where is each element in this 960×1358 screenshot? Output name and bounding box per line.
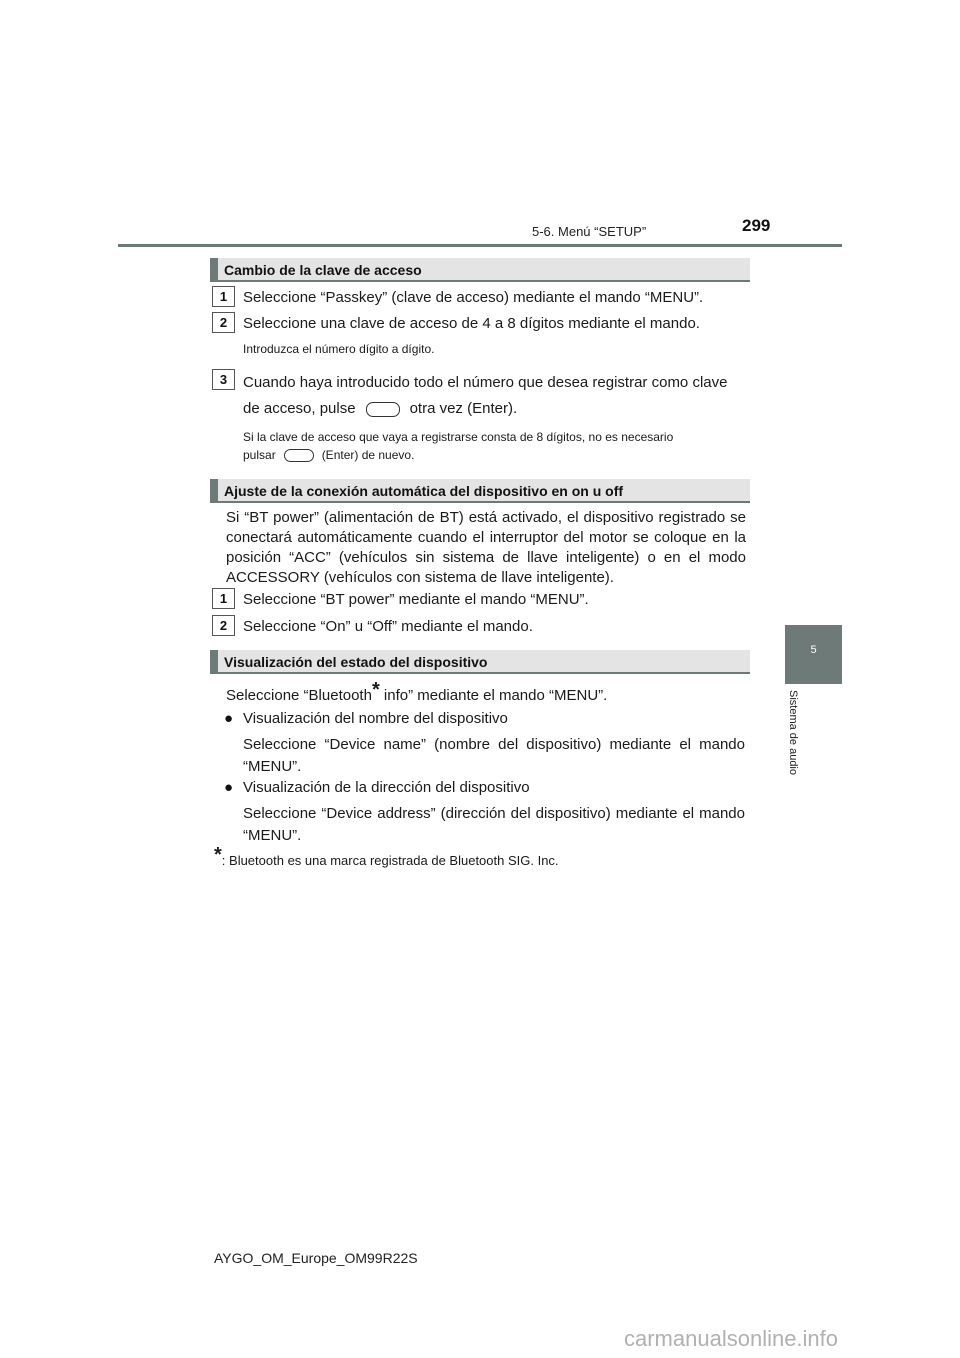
enter-button-icon [284, 449, 314, 462]
step-number: 2 [212, 615, 235, 636]
step-number: 1 [212, 588, 235, 609]
document-code: AYGO_OM_Europe_OM99R22S [214, 1250, 418, 1266]
section-heading-text: Ajuste de la conexión automática del dispositivo en on u off [224, 483, 624, 499]
section-heading-auto-connect [210, 479, 750, 503]
bullet-title: Visualización de la dirección del dispositivo [243, 779, 530, 796]
footnote-marker: * [371, 679, 380, 701]
bullet-icon: ● [224, 710, 234, 727]
bullet-icon: ● [224, 779, 234, 796]
enter-button-icon [366, 402, 400, 417]
step-note: Introduzca el número dígito a dígito. [243, 342, 435, 356]
step-text: Cuando haya introducido todo el número que desea registrar como clave [243, 374, 728, 391]
page-number: 299 [742, 216, 771, 235]
step-note-part: (Enter) de nuevo. [321, 448, 415, 462]
footnote-text: : Bluetooth es una marca registrada de Bluetooth SIG. Inc. [221, 853, 559, 868]
step-text: Seleccione “On” u “Off” mediante el mando. [243, 618, 533, 635]
intro-part: Seleccione “Bluetooth [226, 687, 372, 704]
footnote-marker: * [214, 844, 222, 866]
step-number: 2 [212, 312, 235, 333]
bullet-text: Seleccione “Device name” (nombre del dispositivo) mediante el mando “MENU”. [243, 736, 745, 775]
bullet-text: Seleccione “Device address” (dirección del dispositivo) mediante el mando “MENU”. [243, 805, 745, 844]
chapter-title: Sistema de audio [787, 690, 799, 775]
step-note-line [243, 446, 745, 464]
step-number: 1 [212, 286, 235, 307]
step-text-part: otra vez (Enter). [409, 400, 518, 417]
watermark: carmanualsonline.info [624, 1326, 839, 1351]
section-intro [226, 679, 746, 706]
section-title: 5-6. Menú “SETUP” [532, 224, 647, 239]
section-heading-text: Cambio de la clave de acceso [224, 262, 422, 278]
header-divider [118, 244, 842, 247]
footnote [214, 844, 754, 870]
step-number: 3 [212, 369, 235, 390]
section-heading-text: Visualización del estado del dispositivo [224, 654, 488, 670]
bullet-title: Visualización del nombre del dispositivo [243, 710, 508, 727]
step-text: Seleccione “BT power” mediante el mando “MENU”. [243, 591, 589, 608]
step-text-line [243, 399, 745, 419]
section-heading-passkey [210, 258, 750, 282]
step-note: Si la clave de acceso que vaya a registrarse consta de 8 dígitos, no es necesario [243, 430, 674, 444]
step-text: Seleccione una clave de acceso de 4 a 8 dígitos mediante el mando. [243, 315, 700, 332]
step-text-part: de acceso, pulse [243, 400, 356, 417]
step-text: Seleccione “Passkey” (clave de acceso) mediante el mando “MENU”. [243, 289, 704, 306]
step-note-part: pulsar [243, 448, 276, 462]
section-intro: Si “BT power” (alimentación de BT) está activado, el dispositivo registrado se conectará automáticamente cuando el interruptor del motor se coloque en la posición “ACC” (vehículos sin sistema de llave inteligente) o en el modo ACCESSORY (vehículos con sistema de llave inteligente). [226, 509, 746, 586]
chapter-label [785, 690, 805, 800]
section-heading-device-status [210, 650, 750, 674]
chapter-number: 5 [810, 644, 817, 656]
intro-part: info” mediante el mando “MENU”. [379, 687, 608, 704]
